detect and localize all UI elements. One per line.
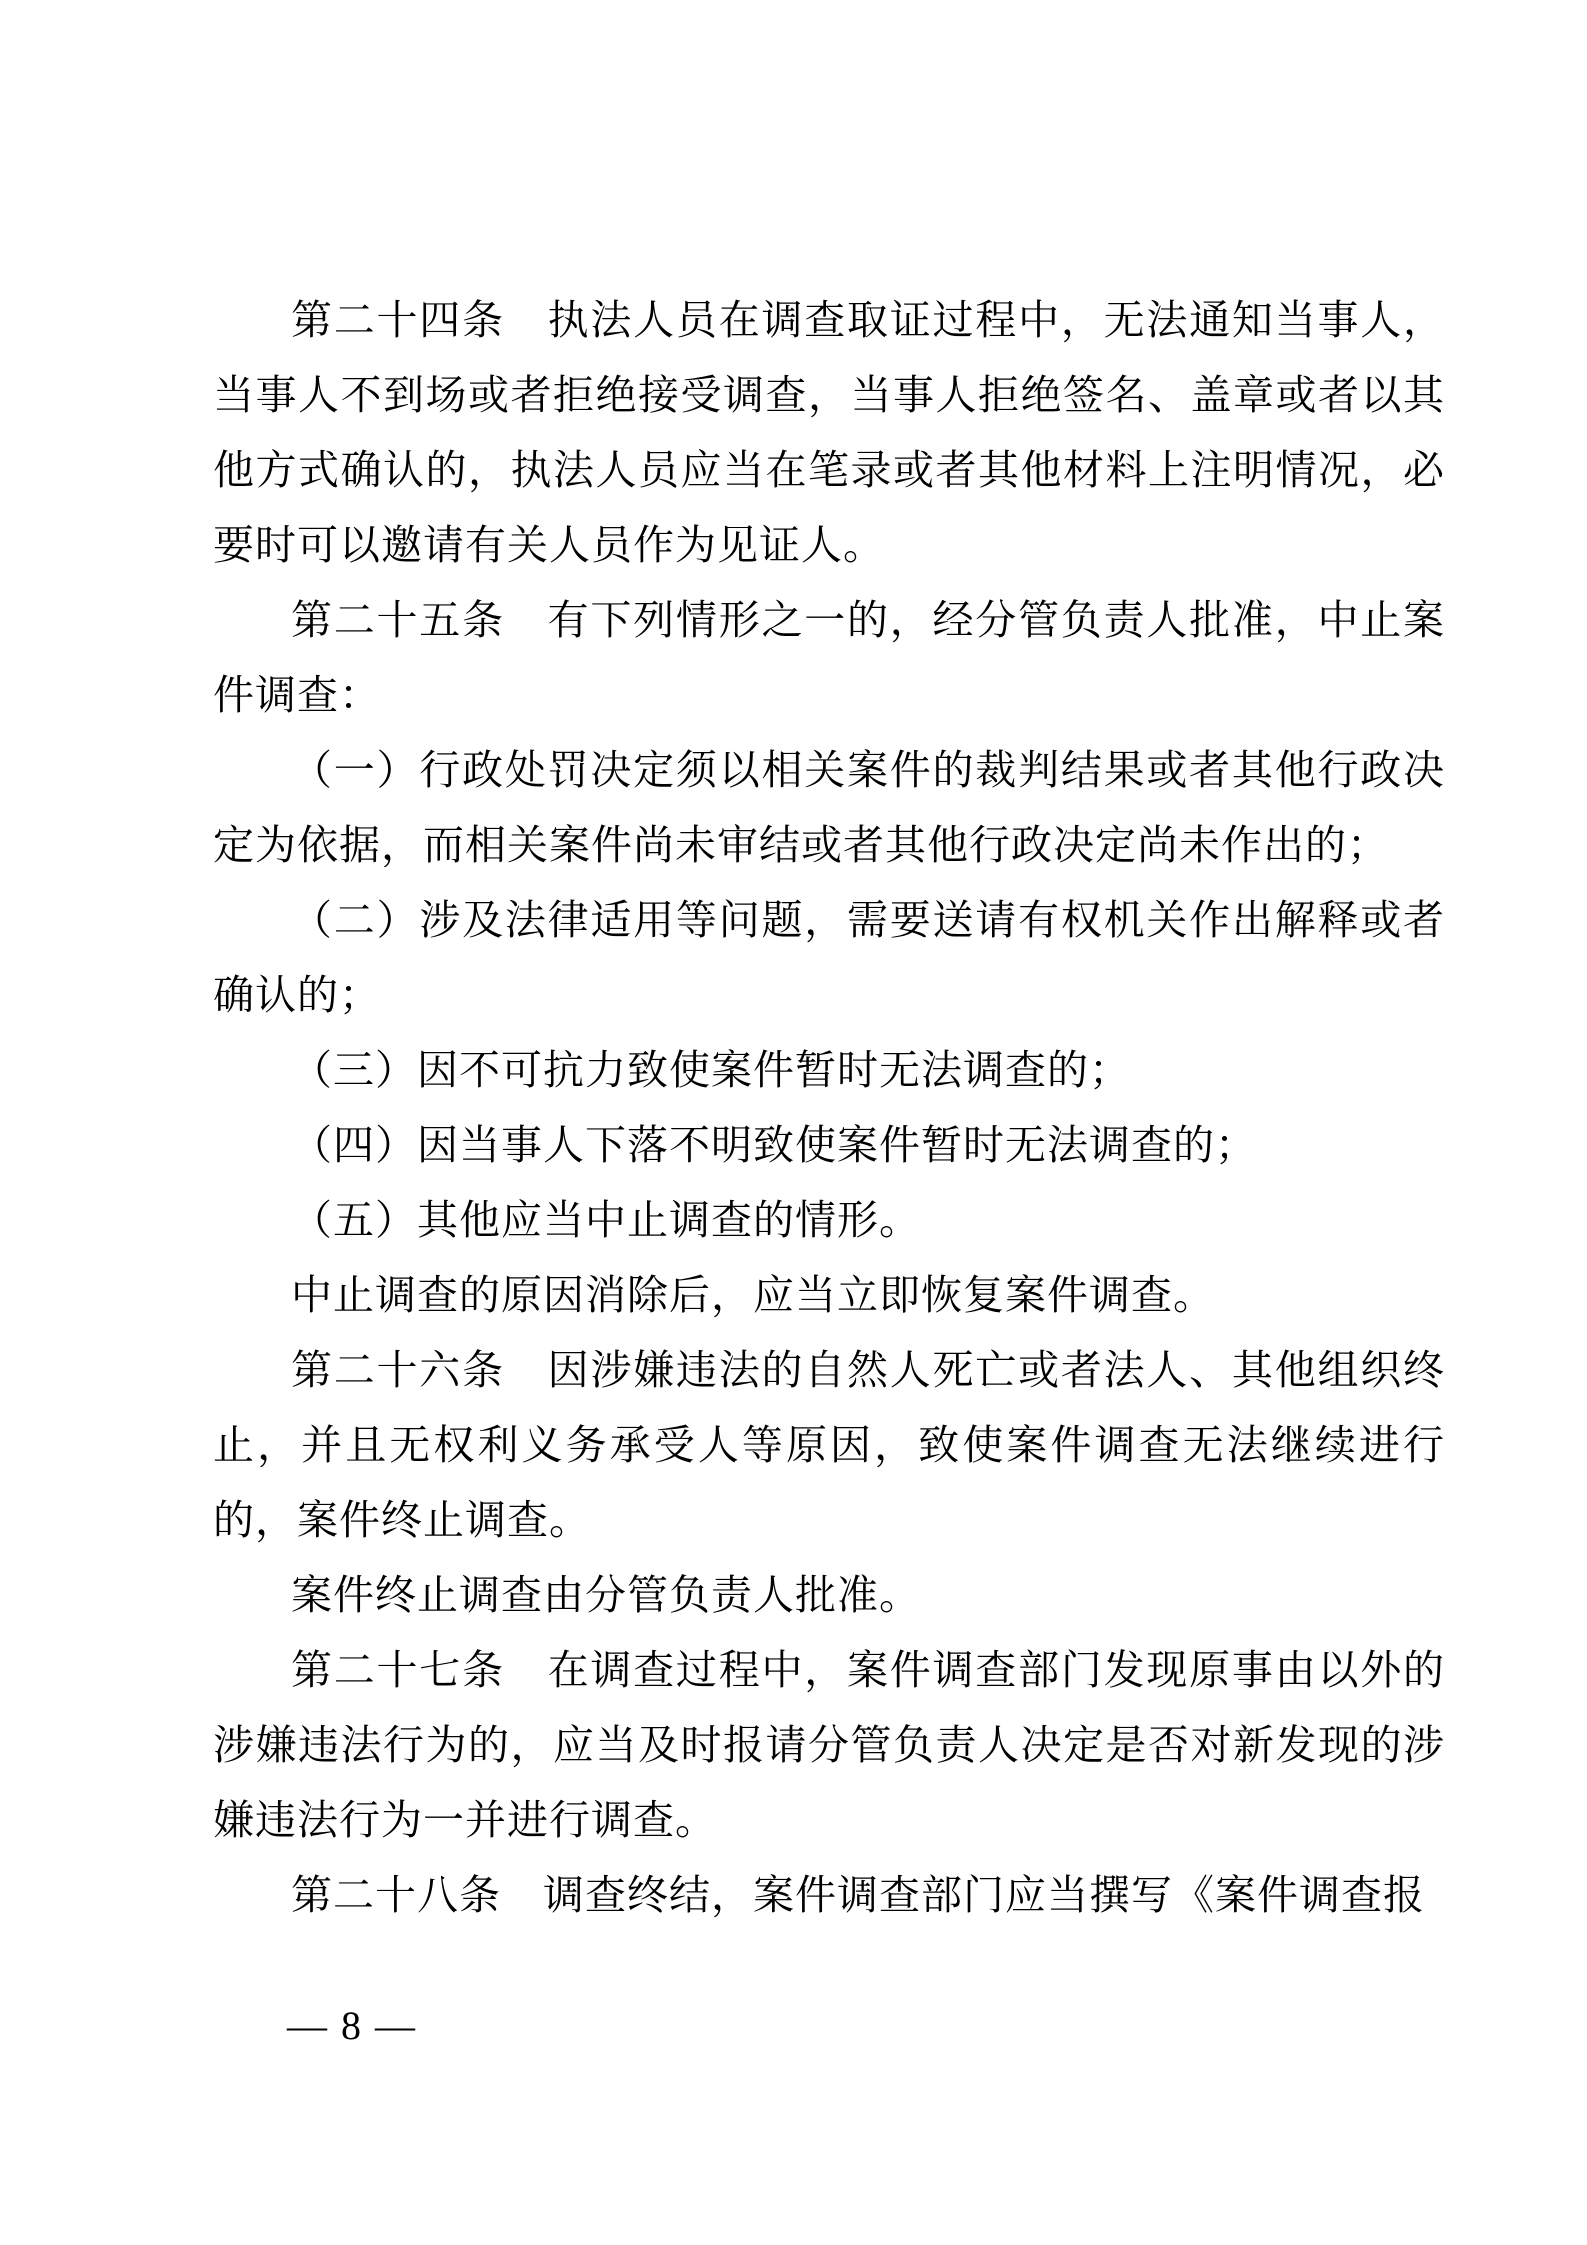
page-number-value: 8 [341, 2003, 361, 2048]
page-number-dash-left: — [287, 2003, 327, 2048]
paragraph-article-24: 第二十四条 执法人员在调查取证过程中，无法通知当事人，当事人不到场或者拒绝接受调查，当事人拒绝签名、盖章或者以其他方式确认的，执法人员应当在笔录或者其他材料上注明情况，必要时可以邀请有关人员作为见证人。 [213, 297, 1445, 568]
paragraph-article-25-resume: 中止调查的原因消除后，应当立即恢复案件调查。 [291, 1272, 1215, 1318]
paragraph-article-25-intro: 第二十五条 有下列情形之一的，经分管负责人批准，中止案件调查： [213, 597, 1445, 718]
paragraph-article-26-approval: 案件终止调查由分管负责人批准。 [291, 1572, 921, 1618]
paragraph-article-27: 第二十七条 在调查过程中，案件调查部门发现原事由以外的涉嫌违法行为的，应当及时报请分管负责人决定是否对新发现的涉嫌违法行为一并进行调查。 [213, 1647, 1445, 1843]
document-body [213, 283, 1445, 1933]
paragraph-article-25-item-4: （四）因当事人下落不明致使案件暂时无法调查的； [291, 1122, 1257, 1168]
paragraph-article-25-item-2: （二）涉及法律适用等问题，需要送请有权机关作出解释或者确认的； [213, 897, 1445, 1018]
paragraph-article-26: 第二十六条 因涉嫌违法的自然人死亡或者法人、其他组织终止，并且无权利义务承受人等原因，致使案件调查无法继续进行的，案件终止调查。 [213, 1347, 1445, 1543]
page-number-dash-right: — [375, 2003, 415, 2048]
page-number [287, 2003, 415, 2048]
paragraph-article-25-item-3: （三）因不可抗力致使案件暂时无法调查的； [291, 1047, 1131, 1093]
paragraph-article-25-item-5: （五）其他应当中止调查的情形。 [291, 1197, 921, 1243]
paragraph-article-25-item-1: （一）行政处罚决定须以相关案件的裁判结果或者其他行政决定为依据，而相关案件尚未审结或者其他行政决定尚未作出的； [213, 747, 1445, 868]
paragraph-article-28: 第二十八条 调查终结，案件调查部门应当撰写《案件调查报 [291, 1872, 1425, 1918]
